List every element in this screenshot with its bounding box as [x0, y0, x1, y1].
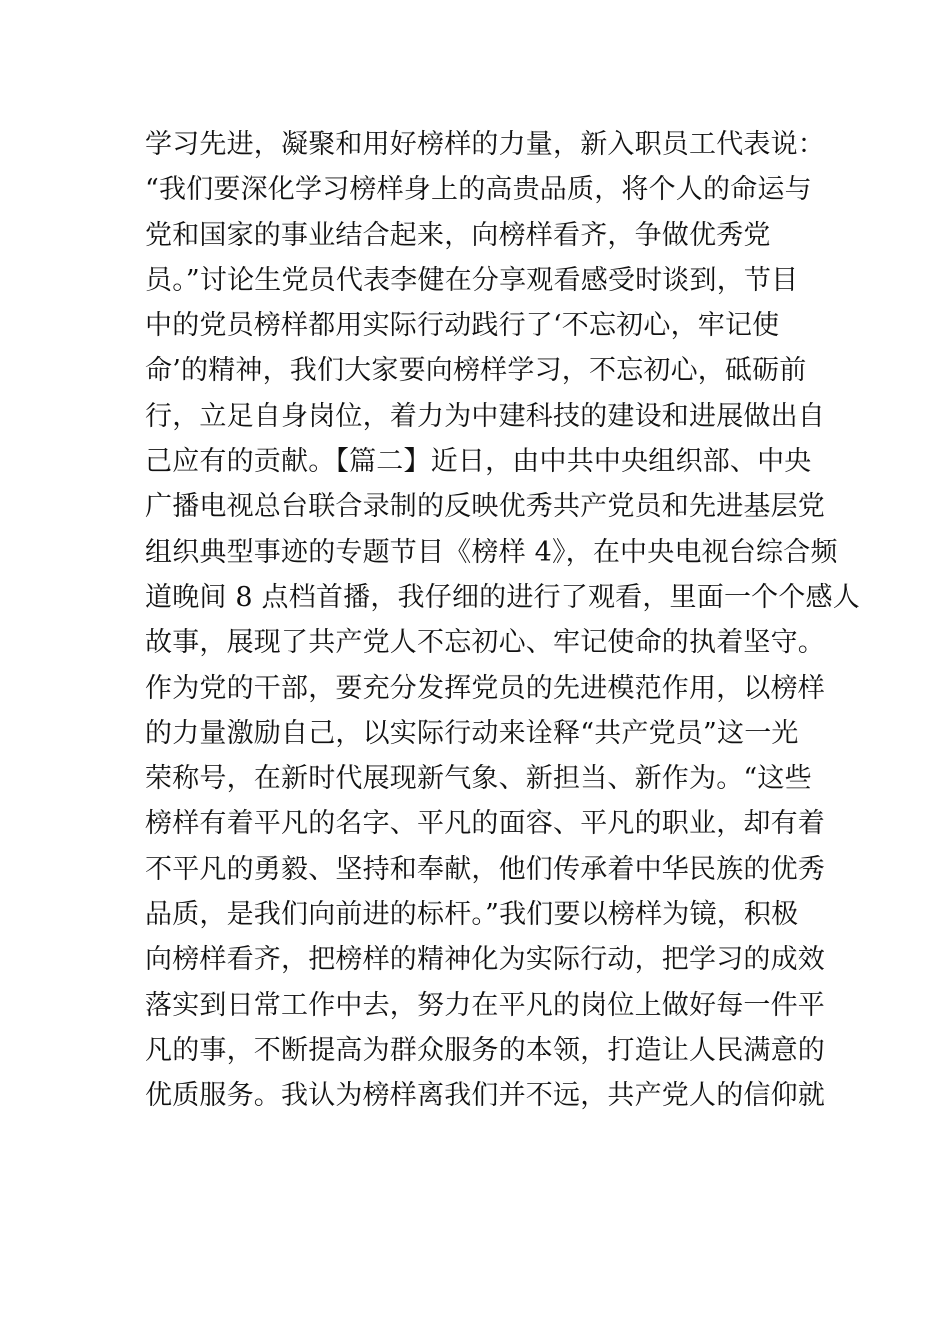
text-line: 榜样有着平凡的名字、平凡的面容、平凡的职业，却有着	[145, 808, 825, 840]
body-text	[145, 127, 860, 1124]
text-line: 道晚间 8 点档首播，我仔细的进行了观看，里面一个个感人	[145, 581, 860, 613]
text-line: 中的党员榜样都用实际行动践行了‘不忘初心，牢记使	[145, 310, 780, 342]
text-line: 党和国家的事业结合起来，向榜样看齐，争做优秀党	[145, 219, 771, 251]
text-line: 命’的精神，我们大家要向榜样学习，不忘初心，砥砺前	[145, 355, 807, 387]
text-line: 员。”讨论生党员代表李健在分享观看感受时谈到，节目	[145, 264, 799, 296]
text-line: 组织典型事迹的专题节目《榜样 4》，在中央电视台综合频	[145, 536, 838, 568]
text-line: 的力量激励自己，以实际行动来诠释“共产党员”这一光	[145, 717, 799, 749]
text-line: 落实到日常工作中去，努力在平凡的岗位上做好每一件平	[145, 989, 825, 1021]
text-line: 凡的事，不断提高为群众服务的本领，打造让人民满意的	[145, 1034, 825, 1066]
text-line: 不平凡的勇毅、坚持和奉献，他们传承着中华民族的优秀	[145, 853, 825, 885]
text-line: 己应有的贡献。【篇二】近日，由中共中央组织部、中央	[145, 446, 812, 478]
text-line: 广播电视总台联合录制的反映优秀共产党员和先进基层党	[145, 491, 825, 523]
text-line: 故事，展现了共产党人不忘初心、牢记使命的执着坚守。	[145, 627, 825, 659]
text-line: 荣称号，在新时代展现新气象、新担当、新作为。“这些	[145, 763, 812, 795]
text-line: 行，立足自身岗位，着力为中建科技的建设和进展做出自	[145, 400, 825, 432]
text-line: 品质，是我们向前进的标杆。”我们要以榜样为镜，积极	[145, 899, 799, 931]
text-line: “我们要深化学习榜样身上的高贵品质，将个人的命运与	[145, 174, 812, 206]
text-line: 作为党的干部，要充分发挥党员的先进模范作用，以榜样	[145, 672, 825, 704]
text-line: 学习先进，凝聚和用好榜样的力量，新入职员工代表说：	[145, 129, 825, 160]
text-line: 优质服务。我认为榜样离我们并不远，共产党人的信仰就	[145, 1080, 825, 1112]
text-line: 向榜样看齐，把榜样的精神化为实际行动，把学习的成效	[145, 944, 825, 976]
